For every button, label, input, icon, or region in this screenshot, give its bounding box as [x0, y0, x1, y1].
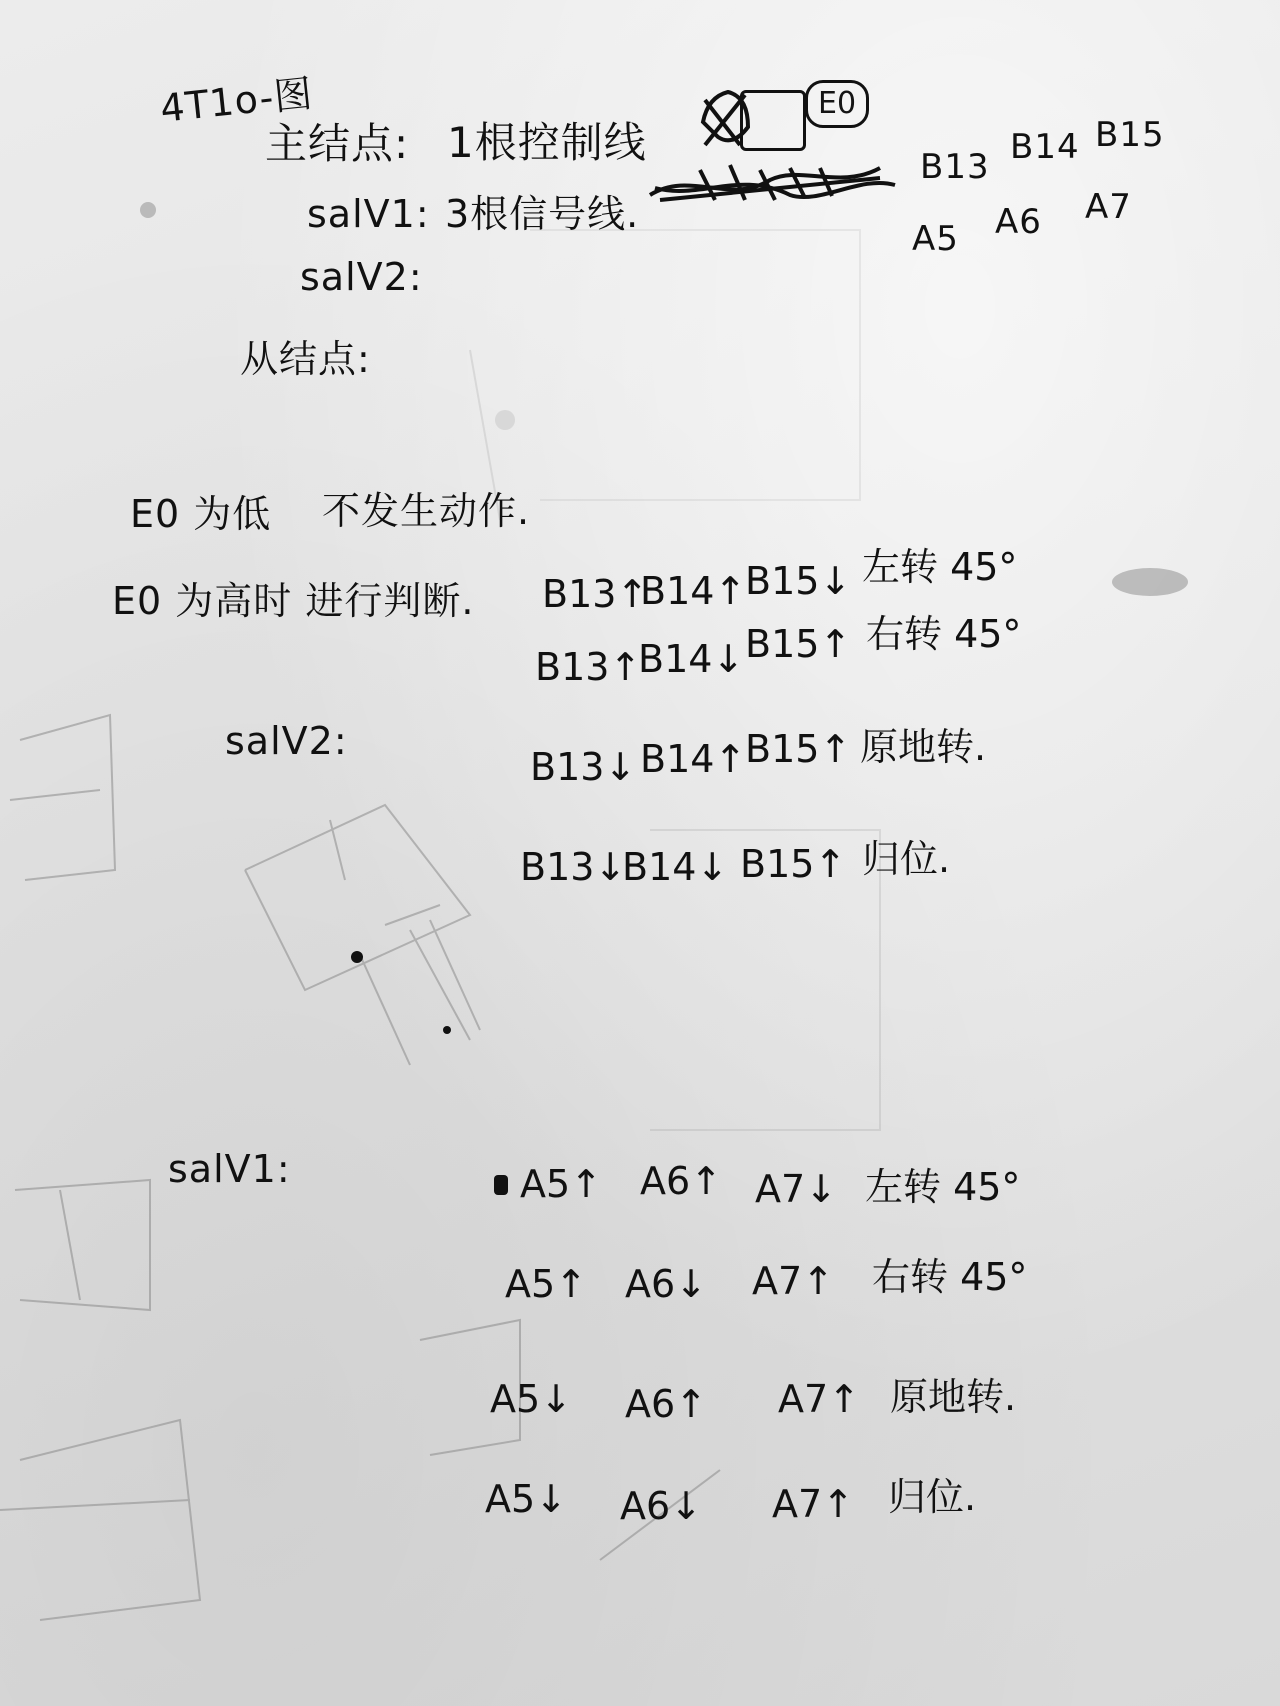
slave-node-label: 从结点:	[240, 337, 371, 381]
table-b-row4-c1: B13↓	[520, 845, 627, 889]
title-mark: 4T1o-图	[158, 71, 316, 131]
table-b-row1-action: 左转 45°	[862, 545, 1018, 589]
table-a-row1-action: 左转 45°	[865, 1165, 1021, 1209]
salv1-label: salV1:	[307, 192, 430, 236]
salv2-signal-a7: A7	[1085, 187, 1132, 227]
table-b-row4-c3: B15↑	[740, 842, 847, 886]
e0-high-label: E0 为高时 进行判断.	[112, 579, 475, 623]
table-a-row4-c2: A6↓	[620, 1484, 703, 1528]
e0-low-label: E0 为低	[130, 492, 272, 536]
table-a-section-label: salV1:	[168, 1147, 291, 1191]
table-b-row2-c2: B14↓	[638, 637, 745, 681]
table-b-row3-action: 原地转.	[860, 725, 987, 769]
e0-low-desc: 不发生动作.	[322, 489, 531, 533]
table-b-row3-c2: B14↑	[640, 737, 747, 781]
table-a-row4-c1: A5↓	[485, 1477, 568, 1521]
main-node-desc: 1根控制线	[447, 118, 647, 167]
e0-boxed-signal: E0	[805, 80, 869, 128]
table-a-row3-c2: A6↑	[625, 1382, 708, 1426]
table-a-row1-c3: A7↓	[755, 1167, 838, 1211]
table-b-row4-c2: B14↓	[622, 845, 729, 889]
table-a-row2-c3: A7↑	[752, 1259, 835, 1303]
table-a-row2-c1: A5↑	[505, 1262, 588, 1306]
table-b-row1-c1: B13↑	[542, 572, 649, 616]
table-a-row2-action: 右转 45°	[872, 1255, 1028, 1299]
ink-blot	[494, 1175, 508, 1195]
table-a-row3-c1: A5↓	[490, 1377, 573, 1421]
table-a-row4-action: 归位.	[888, 1475, 977, 1519]
salv2-signal-a5: A5	[912, 219, 959, 259]
main-node-label: 主结点:	[265, 119, 410, 168]
table-a-row1-c1: A5↑	[520, 1162, 603, 1206]
salv2-label: salV2:	[300, 255, 423, 299]
salv1-signal-b13: B13	[920, 147, 990, 187]
table-a-row3-action: 原地转.	[890, 1375, 1017, 1419]
table-a-row2-c2: A6↓	[625, 1262, 708, 1306]
salv2-signal-a6: A6	[995, 202, 1042, 242]
table-b-row1-c2: B14↑	[640, 569, 747, 613]
table-b-row1-c3: B15↓	[745, 559, 852, 603]
table-b-row3-c1: B13↓	[530, 745, 637, 789]
table-b-row3-c3: B15↑	[745, 727, 852, 771]
table-a-row4-c3: A7↑	[772, 1482, 855, 1526]
salv1-desc: 3根信号线.	[445, 192, 640, 236]
table-b-row2-c3: B15↑	[745, 622, 852, 666]
table-a-row1-c2: A6↑	[640, 1159, 723, 1203]
table-b-row4-action: 归位.	[862, 837, 951, 881]
salv1-signal-b14: B14	[1010, 127, 1080, 167]
salv1-signal-b15: B15	[1095, 115, 1165, 155]
table-b-row2-c1: B13↑	[535, 645, 642, 689]
table-b-row2-action: 右转 45°	[866, 612, 1022, 656]
table-b-section-label: salV2:	[225, 719, 348, 763]
crossed-out-box	[740, 90, 806, 151]
table-a-row3-c3: A7↑	[778, 1377, 861, 1421]
